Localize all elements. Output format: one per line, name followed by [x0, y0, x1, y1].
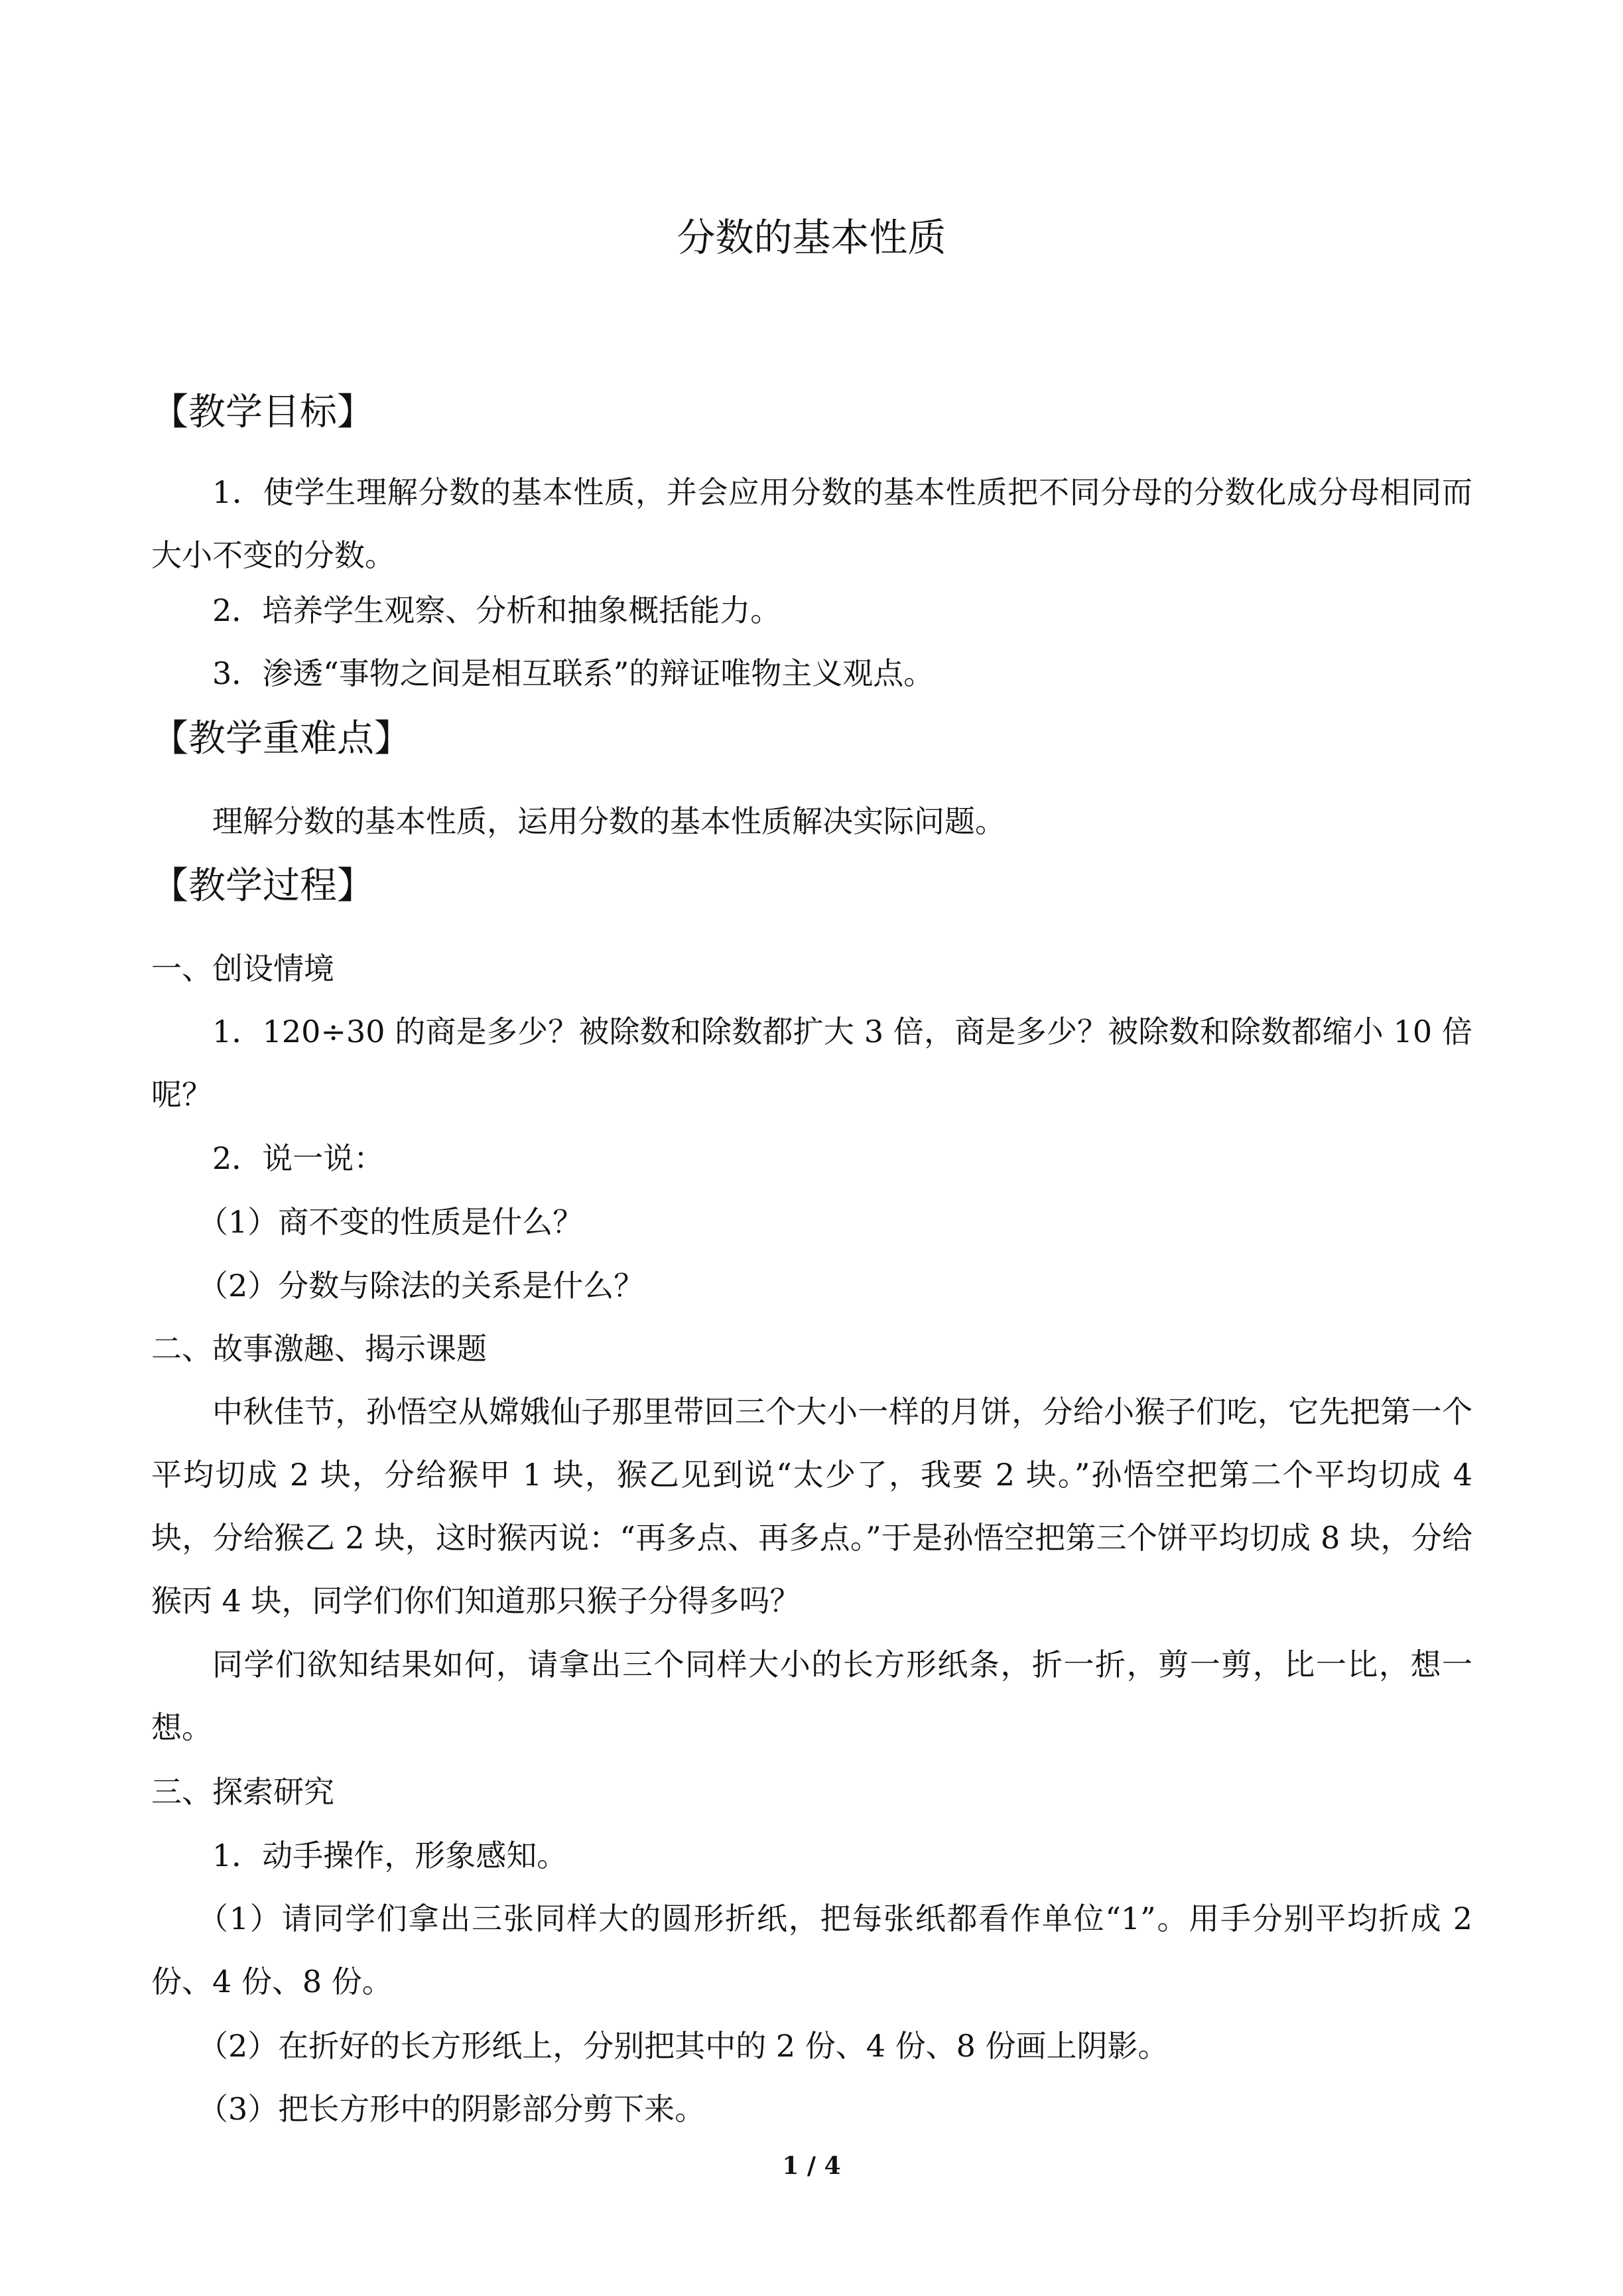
- part3-item-1: 1．动手操作，形象感知。: [212, 1838, 568, 1873]
- process-heading: 【教学过程】: [151, 864, 374, 908]
- part2-prompt: 同学们欲知结果如何，请拿出三个同样大小的长方形纸条，折一折，剪一剪，比一比，想一想。: [151, 1647, 1472, 1745]
- part3-sub-1: （1）请同学们拿出三张同样大的圆形折纸，把每张纸都看作单位“1”。用手分别平均折成 2 份、4 份、8 份。: [151, 1901, 1472, 1999]
- objective-item-3: 3．渗透“事物之间是相互联系”的辩证唯物主义观点。: [212, 655, 935, 691]
- objective-item-2: 2．培养学生观察、分析和抽象概括能力。: [212, 592, 781, 628]
- part1-title: 一、创设情境: [151, 951, 334, 986]
- part3-sub-2: （2）在折好的长方形纸上，分别把其中的 2 份、4 份、8 份画上阴影。: [198, 2028, 1169, 2064]
- part3-sub-3: （3）把长方形中的阴影部分剪下来。: [198, 2091, 706, 2127]
- objective-item-1: 1．使学生理解分数的基本性质，并会应用分数的基本性质把不同分母的分数化成分母相同而大小不变的分数。: [151, 474, 1472, 573]
- key-points-heading: 【教学重难点】: [151, 717, 411, 760]
- part1-sub-2: （2）分数与除法的关系是什么？: [198, 1268, 645, 1304]
- objectives-heading: 【教学目标】: [151, 391, 374, 434]
- key-points-text: 理解分数的基本性质，运用分数的基本性质解决实际问题。: [212, 803, 1006, 839]
- part3-title: 三、探索研究: [151, 1774, 334, 1810]
- part1-item-2: 2．说一说：: [212, 1140, 385, 1176]
- part1-sub-1: （1）商不变的性质是什么？: [198, 1204, 584, 1240]
- page-title: 分数的基本性质: [677, 215, 946, 260]
- part2-title: 二、故事激趣、揭示课题: [151, 1331, 487, 1367]
- page-number: 1 / 4: [782, 2152, 841, 2180]
- part2-story: 中秋佳节，孙悟空从嫦娥仙子那里带回三个大小一样的月饼，分给小猴子们吃，它先把第一个平均切成 2 块，分给猴甲 1 块，猴乙见到说“太少了，我要 2 块。”孙悟空把第二个平均切成 4 块，分给猴乙 2 块，这时猴丙说：“再多点、再多点。”于是孙悟空把第三个饼平均切成 8 块，分给猴丙 4 块，同学们你们知道那只猴子分得多吗？: [151, 1394, 1472, 1619]
- part1-item-1: 1．120÷30 的商是多少？被除数和除数都扩大 3 倍，商是多少？被除数和除数都缩小 10 倍呢？: [151, 1014, 1472, 1113]
